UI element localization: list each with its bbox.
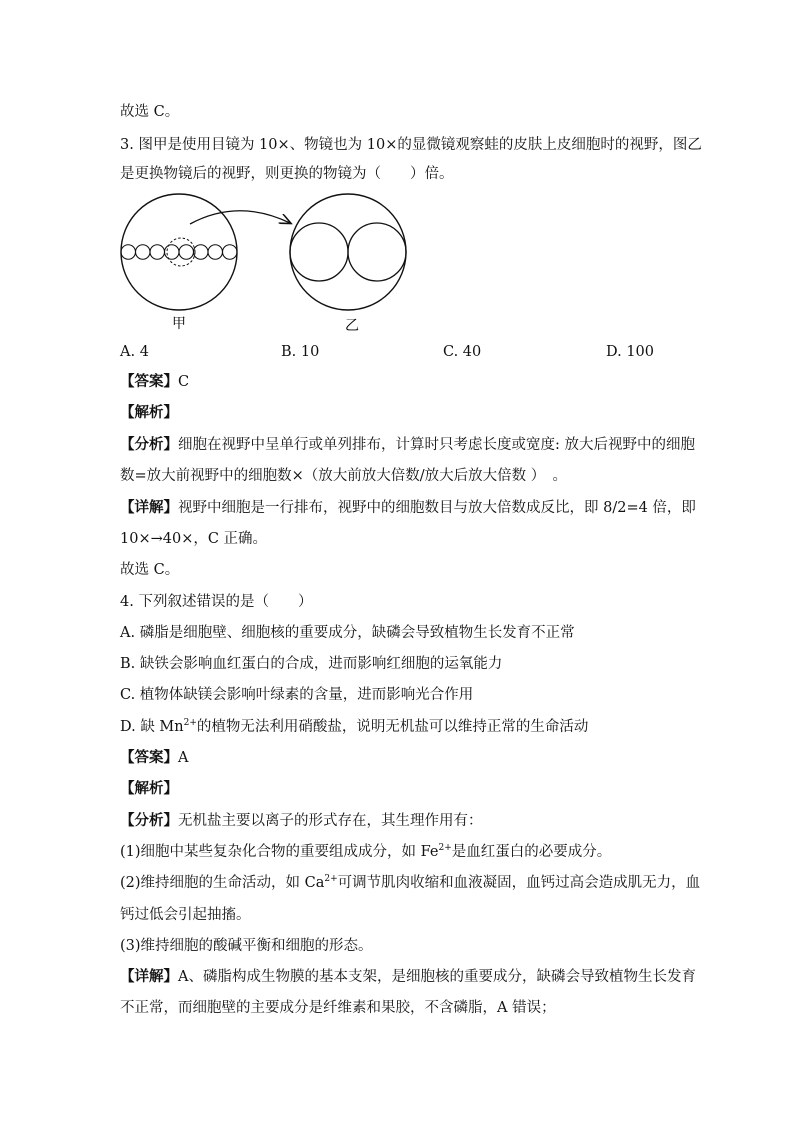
q3-option-d: D. 100 bbox=[606, 344, 655, 360]
cell-left bbox=[165, 245, 180, 260]
q3-option-c: C. 40 bbox=[443, 344, 482, 360]
q4-option-c: C. 植物体缺镁会影响叶绿素的含量，进而影响光合作用 bbox=[120, 687, 474, 703]
q4-xiangjie-line1: 【详解】A、磷脂构成生物膜的基本支架，是细胞核的重要成分，缺磷会导致植物生长发育 bbox=[120, 968, 696, 985]
q3-stem-line2: 是更换物镜后的视野，则更换的物镜为（ ）倍。 bbox=[120, 166, 454, 182]
q4-option-a: A. 磷脂是细胞壁、细胞核的重要成分，缺磷会导致植物生长发育不正常 bbox=[120, 625, 575, 641]
cell-right bbox=[348, 223, 406, 281]
q3-conclusion: 故选 C。 bbox=[120, 562, 180, 578]
figure-label-right: 乙 bbox=[345, 318, 359, 334]
q3-option-a: A. 4 bbox=[120, 344, 149, 360]
q3-xiangjie-line2: 10×→40×，C 正确。 bbox=[120, 531, 268, 547]
q4-point3: (3)维持细胞的酸碱平衡和细胞的形态。 bbox=[120, 938, 373, 954]
cell-left bbox=[179, 245, 194, 260]
q3-analysis-tag: 【解析】 bbox=[120, 404, 178, 421]
q4-stem: 4. 下列叙述错误的是（ ） bbox=[120, 594, 313, 610]
cell-left bbox=[121, 245, 136, 260]
cell-left bbox=[194, 245, 209, 260]
q3-fenxi-line1: 【分析】细胞在视野中呈单行或单列排布，计算时只考虑长度或宽度: 放大后视野中的细胞 bbox=[120, 436, 695, 453]
q4-option-b: B. 缺铁会影响血红蛋白的合成，进而影响红细胞的运氧能力 bbox=[120, 656, 503, 672]
q3-xiangjie-line1: 【详解】视野中细胞是一行排布，视野中的细胞数目与放大倍数成反比，即 8/2=4 倍，即 bbox=[120, 499, 696, 516]
q3-fenxi-line2: 数=放大前视野中的细胞数×（放大前放大倍数/放大后放大倍数 ） 。 bbox=[120, 468, 568, 484]
q4-option-d: D. 缺 $Mn^{2+}$的植物无法利用硝酸盐，说明无机盐可以维持正常的生命活动 bbox=[120, 718, 589, 735]
q4-point1: (1)细胞中某些复杂化合物的重要组成成分，如 $Fe^{2+}$是血红蛋白的必要成分。 bbox=[120, 843, 612, 860]
q4-point2: (2)维持细胞的生命活动，如 $Ca^{2+}$可调节肌肉收缩和血液凝固，血钙过高会造成肌无力，血 bbox=[120, 874, 701, 891]
cells-row-left bbox=[121, 245, 237, 260]
cell-left bbox=[208, 245, 223, 260]
cells-row-right bbox=[290, 223, 406, 281]
q3-stem-line1: 3. 图甲是使用目镜为 10×、物镜也为 10×的显微镜观察蛙的皮肤上皮细胞时的视野，图乙 bbox=[120, 137, 702, 153]
cell-left bbox=[136, 245, 151, 260]
top-conclusion: 故选 C。 bbox=[120, 104, 180, 120]
q4-xiangjie-line2: 不正常，而细胞壁的主要成分是纤维素和果胶，不含磷脂，A 错误； bbox=[120, 1000, 556, 1016]
microscope-figure bbox=[118, 190, 418, 340]
arrow-icon bbox=[190, 211, 290, 224]
q4-analysis-tag: 【解析】 bbox=[120, 780, 178, 797]
cell-left bbox=[223, 245, 238, 260]
figure-label-left: 甲 bbox=[172, 316, 186, 332]
cell-left bbox=[150, 245, 165, 260]
cell-right bbox=[290, 223, 348, 281]
dashed-selection-circle bbox=[167, 238, 195, 266]
q3-option-b: B. 10 bbox=[281, 344, 320, 360]
q4-fenxi-line1: 【分析】无机盐主要以离子的形式存在，其生理作用有： bbox=[120, 812, 483, 829]
q4-point2-line2: 钙过低会引起抽搐。 bbox=[120, 907, 251, 923]
q3-answer: 【答案】C bbox=[120, 373, 190, 390]
q4-answer: 【答案】A bbox=[120, 749, 189, 766]
